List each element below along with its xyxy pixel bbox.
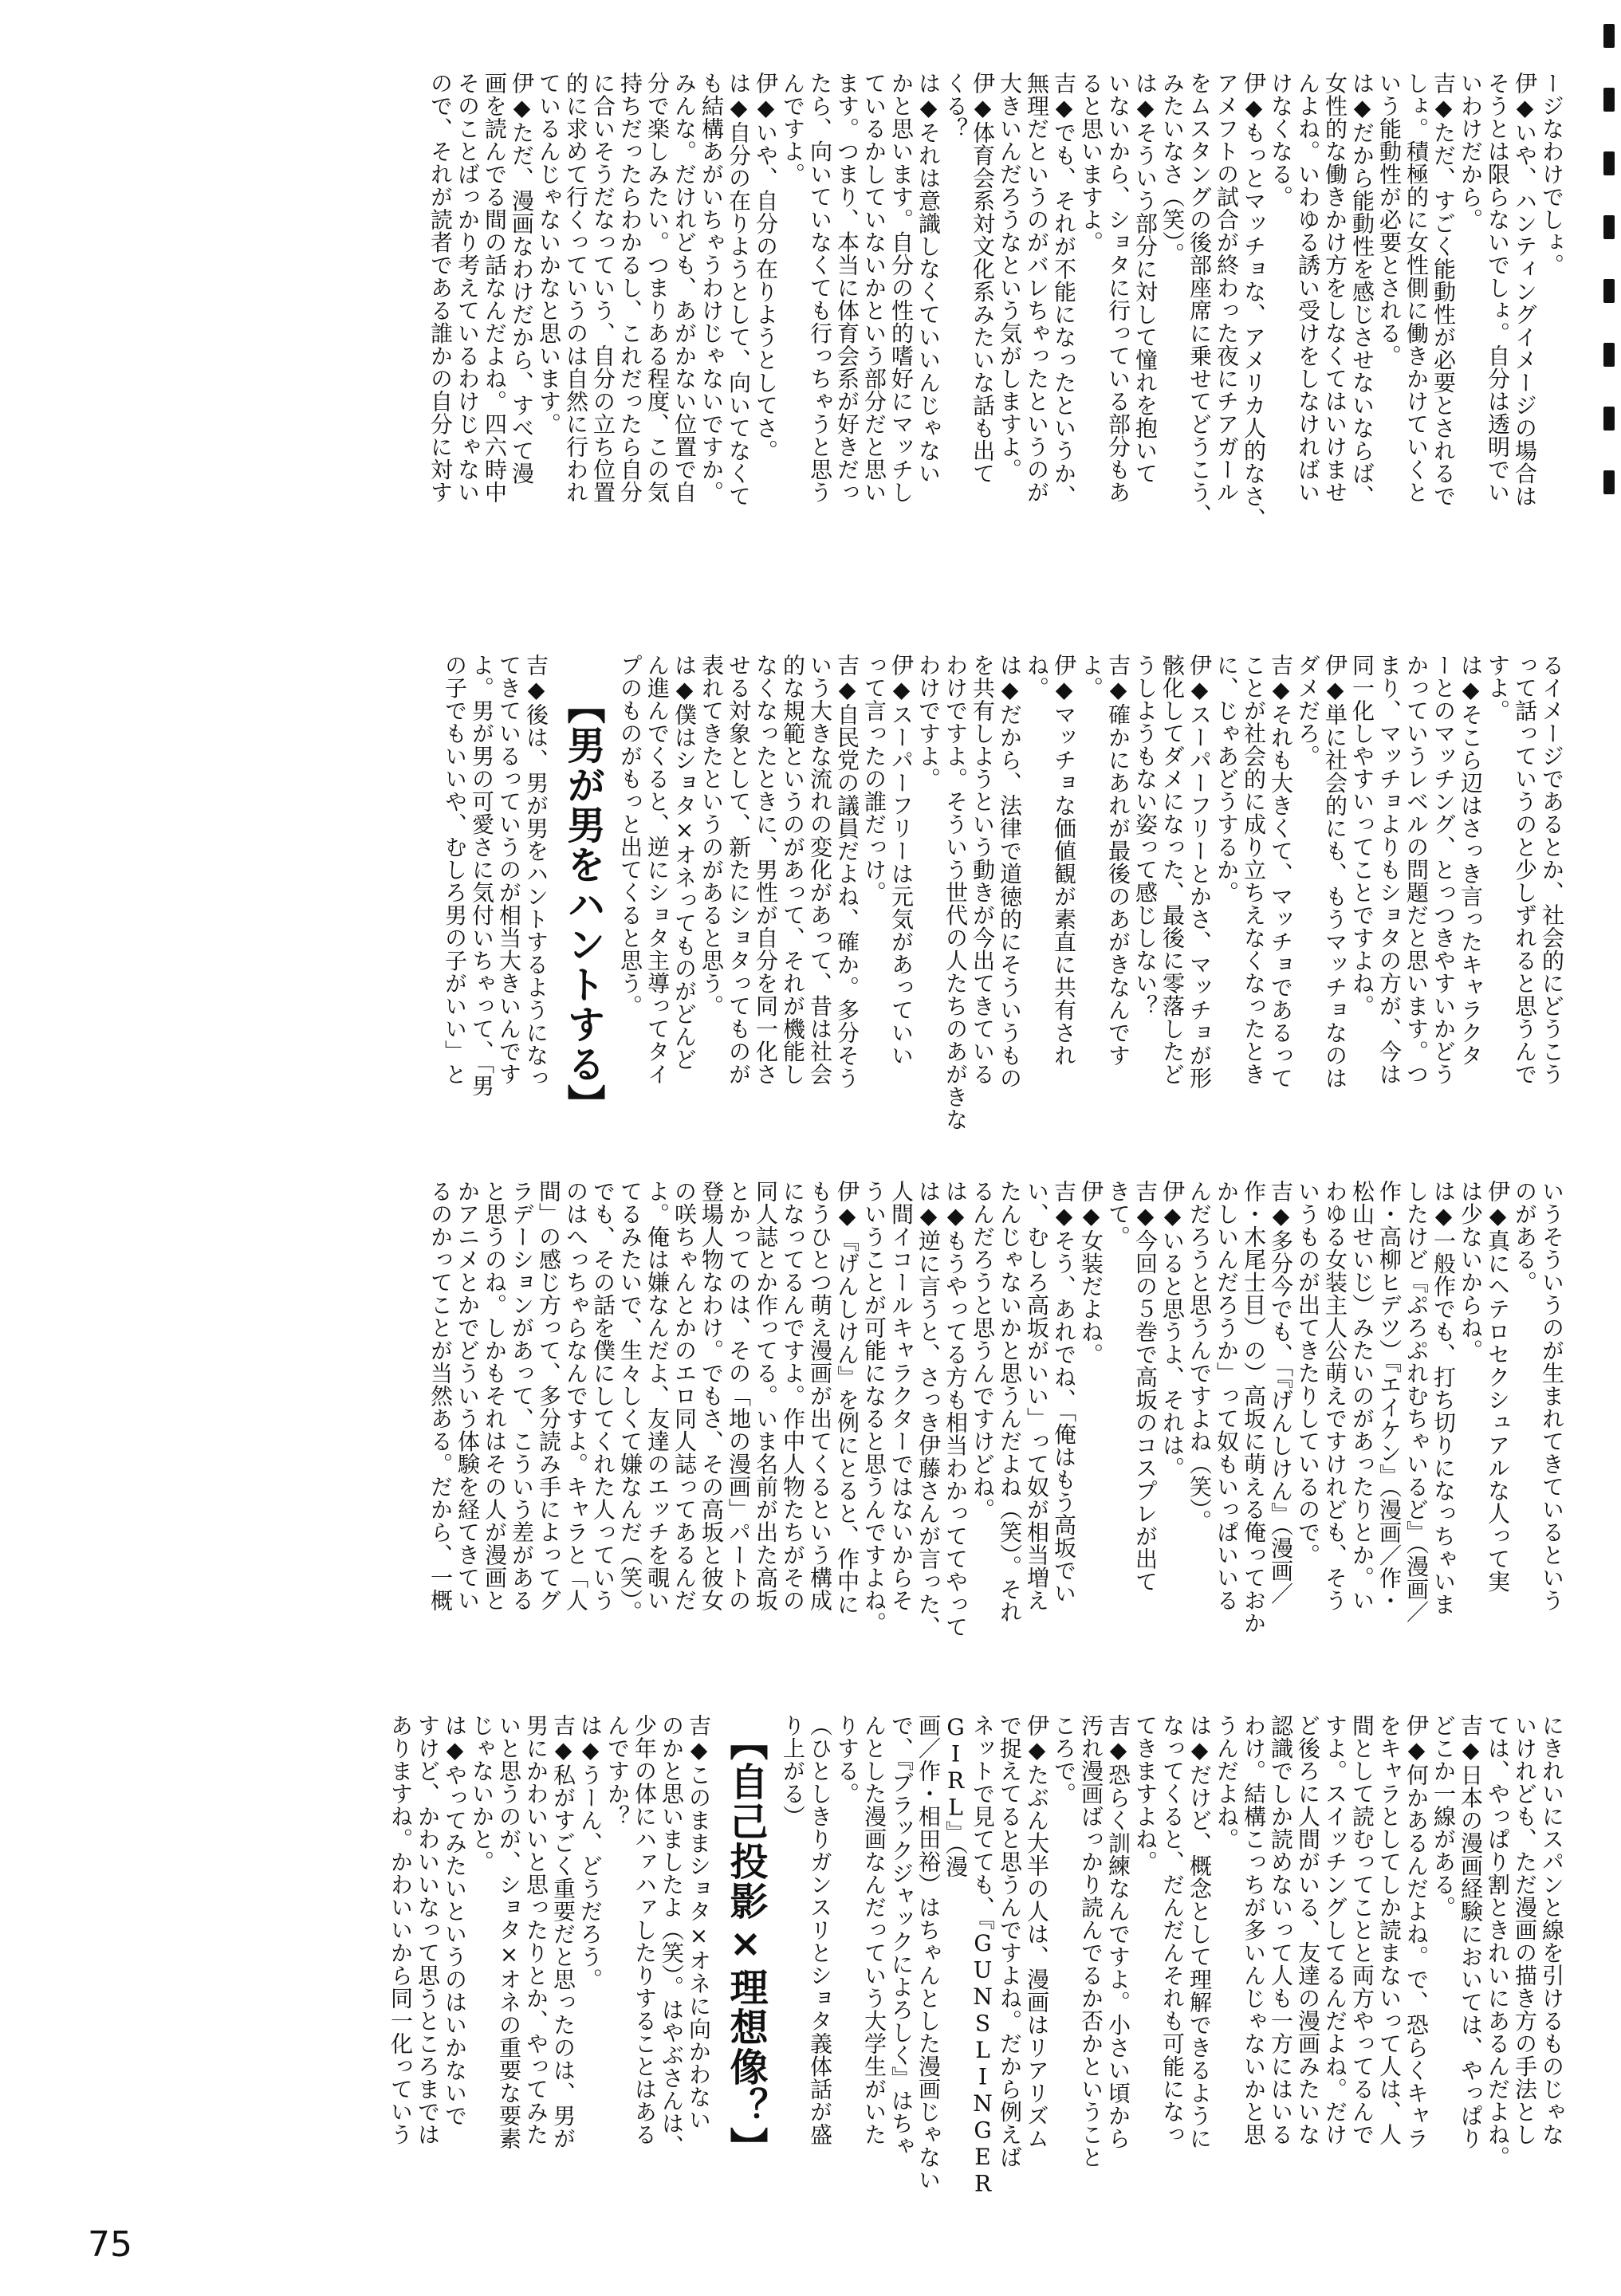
text-line: 松山せいじ）みたいのがあったりとか。い [1349, 1180, 1375, 1612]
text-line: のかと思いましたよ（笑）。はやぶさんは、 [659, 1714, 685, 2157]
text-line: てるみたいで、生々しくて嫌なんだ（笑）。 [617, 1180, 643, 1623]
page-number: 75 [88, 2224, 132, 2265]
text-line: 伊◆いや、自分の在りようとしてさ。 [753, 72, 779, 462]
text-line: みんな。だけれども、あがかない位置で自 [671, 72, 698, 504]
text-line: 的な規範というのがあって、それが機能し [780, 654, 806, 1086]
text-line: いう大きな流れの変化があって、昔は社会 [807, 654, 833, 1086]
text-line: きて。 [1105, 1180, 1131, 1248]
text-line: 登場人物なわけ。でもさ、その高坂と彼女 [698, 1180, 725, 1612]
text-line: 持ちだったらわかるし、これだったら自分 [617, 72, 643, 504]
section-heading-self-projection: 【自己投影×理想像？】 [723, 1722, 768, 2167]
column-middle-a [616, 654, 1565, 1131]
text-block-middle-a [2, 654, 1565, 1132]
text-line: い、むしろ高坂がいい」って奴が相当増え [1024, 1180, 1050, 1612]
text-line: 吉◆私がすごく重要だと思ったのは、男が [550, 1714, 576, 2150]
text-line: んよね。いわゆる誘い受けをしなければい [1295, 72, 1321, 504]
text-line: のがある。 [1512, 1180, 1538, 1294]
text-line: 少年の体にハァハァしたりすることはある [631, 1714, 658, 2146]
text-line: なってくると、だんだんそれも可能になっ [1159, 1714, 1186, 2146]
text-line: わゆる女装主人公萌えですけれども、そう [1322, 1180, 1348, 1612]
text-line: 伊◆『げんしけん』を例にとると、作中に [834, 1180, 860, 1616]
text-line: 吉◆後は、男が男をハントするようになっ [523, 654, 549, 1090]
text-line: 伊◆マッチョな価値観が素直に共有され [1051, 654, 1077, 1067]
text-line: 吉◆ただ、すごく能動性が必要とされるで [1430, 72, 1457, 508]
edge-marks [1602, 0, 1616, 2296]
text-line: るのかってことが当然ある。だから、一概 [427, 1180, 454, 1612]
text-line: ージなわけでしょ。 [1539, 72, 1565, 277]
text-line: いうものが出てきたりしているので。 [1295, 1180, 1321, 1567]
text-line: 吉◆自民党の議員だよね、確か。多分そう [834, 654, 860, 1090]
text-line: ます。つまり、本当に体育会系が好きだっ [834, 72, 860, 504]
text-line: 伊◆もっとマッチョな、アメリカ人的なさ、 [1241, 72, 1267, 530]
text-line: をムスタングの後部座席に乗せてどうこう、 [1186, 72, 1213, 526]
text-line: ので、それが読者である誰かの自分に対す [427, 72, 454, 504]
text-line: 骸化してダメになった、最後に零落したど [1159, 654, 1186, 1086]
text-line: てきているっていうのが相当大きいんです [496, 654, 522, 1086]
text-line: 伊◆体育会系対文化系みたいな話も出て [970, 72, 996, 485]
text-line: よ。 [1078, 654, 1104, 699]
text-line: をキャラとしてしか読まないって人は、人 [1376, 1714, 1403, 2146]
text-line: 吉◆それも大きくて、マッチョであるって [1268, 654, 1294, 1090]
text-line: 汚れ漫画ばっかり読んでるか否かということ [1078, 1714, 1104, 2168]
text-line: ね。 [1024, 654, 1050, 699]
text-line: のはへっちゃらなんですよ。キャラと「人 [563, 1180, 589, 1612]
text-line: アメフトの試合が終わった夜にチアガール [1214, 72, 1240, 504]
text-line: 吉◆日本の漫画経験においては、やっぱり [1458, 1714, 1484, 2150]
text-line: いないから、ショタに行っている部分もあ [1105, 72, 1131, 504]
text-line: 伊◆いると思うよ、それは。 [1159, 1180, 1186, 1480]
section-heading-hunt: 【男が男をハントする】 [561, 686, 605, 1124]
text-line: よ。俺は嫌なんだよ、友達のエッチを覗い [644, 1180, 671, 1612]
text-line: って言ったの誰だっけ。 [861, 654, 887, 904]
text-line: で、『ブラックジャックによろしく』はちゃ [888, 1714, 915, 2157]
text-line: （ひとしきりガンスリとショタ義体話が盛 [807, 1714, 833, 2146]
text-line: 伊◆何かあるんだよね。で、恐らくキャラ [1403, 1714, 1430, 2150]
text-line: で捉えてると思うんですよね。だから例えば [997, 1714, 1023, 2168]
text-line: 間として読むってことと両方やってるんで [1349, 1714, 1375, 2146]
text-line: と思うのね。しかもそれはその人が漫画と [482, 1180, 508, 1612]
text-line: ているかしていないかという部分だと思い [861, 72, 887, 504]
text-line: うしようもない姿って感じしない？ [1132, 654, 1159, 1017]
text-line: かアニメとかでどういう体験を経てきてい [454, 1180, 481, 1612]
text-line: 伊◆スーパーフリーとかさ、マッチョが形 [1186, 654, 1213, 1090]
text-line: んですか？ [604, 1714, 631, 1828]
text-line: の咲ちゃんとかのエロ同人誌ってあるんだ [671, 1180, 698, 1612]
text-line: るイメージであるとか、社会的にどうこう [1539, 654, 1565, 1086]
text-line: りする。 [834, 1714, 860, 1805]
text-line: ネットで見てても、『GUNSLINGER GIRL』（漫 [942, 1714, 996, 2224]
text-line: でも、その話を僕にしてくれた人っていう [590, 1180, 616, 1612]
text-line: は◆そういう部分に対して憧れを抱いて [1132, 72, 1159, 485]
text-line: かっていうレベルの問題だと思います。つ [1403, 654, 1430, 1086]
text-line: を共有しようという動きが今出てきている [970, 654, 996, 1086]
column-upper [427, 72, 1565, 530]
text-line: 吉◆恐らく訓練なんですよ。小さい頃から [1105, 1714, 1131, 2150]
text-line: もうひとつ萌え漫画が出てくるという構成 [807, 1180, 833, 1612]
text-line: 間」の感じ方って、多分読み手によってグ [536, 1180, 562, 1612]
text-line: いと思うのが、ショタ×オネの重要な要素 [496, 1714, 522, 2150]
text-line: 大きいんだろうなという気がしますよ。 [997, 72, 1023, 481]
text-line: 吉◆このままショタ×オネに向かわない [686, 1714, 712, 2131]
text-line: んだろうと思うんですよね（笑）。 [1186, 1180, 1213, 1532]
text-line: 分で楽しみたい。つまりある程度、この気 [644, 72, 671, 504]
text-line: そうとは限らないでしょ。自分は透明でい [1485, 72, 1511, 504]
text-line: 人間イコールキャラクターではないからそ [888, 1180, 915, 1612]
text-line: は◆だから、法律で道徳的にそういうもの [997, 654, 1023, 1090]
text-line: り上がる） [780, 1714, 806, 1828]
text-line: 無理だというのがバレちゃったというのが [1024, 72, 1050, 504]
text-line: は◆一般作でも、打ち切りになっちゃいま [1430, 1180, 1457, 1616]
text-line: 吉◆確かにあれが最後のあがきなんです [1105, 654, 1131, 1067]
column-middle-a2 [441, 654, 549, 1097]
text-line: の子でもいいや、むしろ男の子がいい」と [442, 654, 468, 1086]
text-line: 伊◆たぶん大半の人は、漫画はリアリズム [1024, 1714, 1050, 2150]
text-line: は◆うーん、どうだろう。 [577, 1714, 604, 1991]
text-line: 伊◆スーパーフリーは元気があっていい [888, 654, 915, 1067]
text-line: 吉◆そう、あれでね、「俺はもう高坂でい [1051, 1180, 1077, 1605]
text-line: いうそういうのが生まれてきているという [1539, 1180, 1565, 1612]
text-line: 伊◆単に社会的にも、もうマッチョなのは [1322, 654, 1348, 1090]
text-line: じゃないかと。 [469, 1714, 495, 1873]
text-line: ラデーションがあって、こういう差がある [509, 1180, 535, 1612]
text-block-upper [2, 72, 1565, 646]
text-line: ては、やっぱり割ときれいにあるんだよね。 [1485, 1714, 1511, 2168]
text-line: そのことばっかり考えているわけじゃない [454, 72, 481, 504]
text-line: まり、マッチョよりもショタの方が、今は [1376, 654, 1403, 1086]
text-line: 吉◆今回の５巻で高坂のコスプレが出て [1132, 1180, 1159, 1593]
text-line: いう能動性が必要とされる。 [1376, 72, 1403, 368]
text-line: 作・木尾士目）の）高坂に萌える俺っておか [1241, 1180, 1267, 1634]
text-line: 的に求めて行くっていうのは自然に行われ [563, 72, 589, 504]
text-line: かと思います。自分の性的嗜好にマッチし [888, 72, 915, 504]
text-line: たら、向いていなくても行っちゃうと思う [807, 72, 833, 504]
text-line: てきますよね。 [1132, 1714, 1159, 1873]
text-line: わけですよ。そういう世代の人たちのあがきな [942, 654, 969, 1131]
text-line: 同人誌とか作ってる。いま名前が出た高坂 [753, 1180, 779, 1612]
text-line: 女性的な働きかけ方をしなくてはいけませ [1322, 72, 1348, 504]
text-line: は◆逆に言うと、さっき伊藤さんが言った、 [915, 1180, 942, 1638]
text-line: すよ。スイッチングしてるんだよね。だけ [1322, 1714, 1348, 2146]
text-line: プのものがもっと出てくると思う。 [617, 654, 643, 1017]
text-line: は◆もうやってる方も相当わかっててやって [942, 1180, 969, 1638]
text-line: ーとのマッチング、とっつきやすいかどう [1430, 654, 1457, 1086]
text-line: ど後ろに人間がいる、友達の漫画みたいな [1295, 1714, 1321, 2146]
text-line: うんだよね。 [1214, 1714, 1240, 1850]
text-line: んですよ。 [780, 72, 806, 186]
text-line: せる対象として、新たにショタってものが [726, 654, 752, 1086]
text-line: 表れてきたというのがあると思う。 [698, 654, 725, 1017]
text-line: ことが社会的に成り立ちえなくなったとき [1241, 654, 1267, 1086]
text-line: しょ。積極的に女性側に働きかけていくと [1403, 72, 1430, 504]
text-line: 伊◆女装だよね。 [1078, 1180, 1104, 1366]
text-line: ころで。 [1051, 1714, 1077, 1805]
text-line: は◆僕はショタ×オネってものがどんど [671, 654, 698, 1071]
text-line: ありますね。かわいいから同一化っていう [388, 1714, 414, 2146]
column-lower [779, 1714, 1565, 2224]
text-line: したけど『ぷろぷれむちゃいるど』（漫画／ [1403, 1180, 1430, 1623]
text-line: とかってのは、その「地の漫画」パートの [726, 1180, 752, 1612]
text-line: 男にかわいいと思ったりとか、やってみた [523, 1714, 549, 2146]
text-line: 同一化しやすいってことですよね。 [1349, 654, 1375, 1017]
text-line: どこか一線がある。 [1430, 1714, 1457, 1919]
text-line: は◆だけど、概念として理解できるように [1186, 1714, 1213, 2150]
text-line: くる？ [942, 72, 969, 140]
text-line: 伊◆ただ、漫画なわけだから、すべて漫 [509, 72, 535, 485]
text-line: に、じゃあどうするか。 [1214, 654, 1240, 904]
text-line: みたいなさ（笑）。 [1159, 72, 1186, 265]
text-line: 画／作・相田裕）はちゃんとした漫画じゃない [915, 1714, 942, 2192]
text-line: るんだろうと思うんですけどね。 [970, 1180, 996, 1521]
text-block-middle-b [2, 1180, 1565, 1674]
text-line: ん進んでくると、逆にショタ主導ってタイ [644, 654, 671, 1086]
text-line: ると思いますよ。 [1078, 72, 1104, 254]
text-line: いけれども、ただ漫画の描き方の手法とし [1512, 1714, 1538, 2146]
text-line: 伊◆真にヘテロセクシュアルな人って実 [1485, 1180, 1511, 1593]
column-middle-b [427, 1180, 1565, 1638]
text-line: になってるんですよ。作中人物たちがその [780, 1180, 806, 1612]
text-line: たんじゃないかと思うんだよね（笑）。それ [997, 1180, 1023, 1623]
text-line: んとした漫画なんだっていう大学生がいた [861, 1714, 887, 2146]
text-line: なくなったときに、男性が自分を同一化さ [753, 654, 779, 1086]
text-line: は◆自分の在りようとして、向いてなくて [726, 72, 752, 508]
column-lower-b [387, 1714, 712, 2157]
text-line: かしいんだろうか」って奴もいっぱいいる [1214, 1180, 1240, 1612]
text-line: いわけだから。 [1458, 72, 1484, 231]
text-line: ているんじゃないかなと思います。 [536, 72, 562, 435]
text-line: ダメだろ。 [1295, 654, 1321, 768]
text-line: ういうことが可能になると思うんですよね。 [861, 1180, 887, 1634]
text-line: にきれいにスパンと線を引けるものじゃな [1539, 1714, 1565, 2146]
text-line: すよ。 [1485, 654, 1511, 722]
text-line: よ。男が男の可愛さに気付いちゃって、「男 [469, 654, 495, 1097]
text-line: 認識でしか読めないって人も一方にはいる [1268, 1714, 1294, 2146]
text-line: に合いそうだなっていう、自分の立ち位置 [590, 72, 616, 504]
text-line: は◆それは意識しなくていいんじゃない [915, 72, 942, 485]
text-block-lower [2, 1714, 1565, 2224]
text-line: って話っていうのと少しずれると思うんで [1512, 654, 1538, 1086]
text-line: わけ。結構こっちが多いんじゃないかと思 [1241, 1714, 1267, 2146]
text-line: は◆だから能動性を感じさせないならば、 [1349, 72, 1375, 508]
text-line: も結構あがいちゃうわけじゃないですか。 [698, 72, 725, 504]
text-line: 吉◆多分今でも、「『げんしけん』（漫画／ [1268, 1180, 1294, 1605]
text-line: は少ないからね。 [1458, 1180, 1484, 1362]
text-line: は◆やってみたいというのはいかないで [442, 1714, 468, 2127]
text-line: わけですよ。 [915, 654, 942, 790]
text-line: 伊◆いや、ハンティングイメージの場合は [1512, 72, 1538, 508]
text-line: 画を読んでる間の話なんだよね。四六時中 [482, 72, 508, 504]
text-line: すけど、かわいいなって思うところまでは [415, 1714, 441, 2146]
text-line: 作・高柳ヒデツ）『エイケン』（漫画／作・ [1376, 1180, 1403, 1612]
text-line: は◆そこら辺はさっき言ったキャラクタ [1458, 654, 1484, 1067]
text-line: けなくなる。 [1268, 72, 1294, 208]
text-line: 吉◆でも、それが不能になったというか、 [1051, 72, 1077, 508]
